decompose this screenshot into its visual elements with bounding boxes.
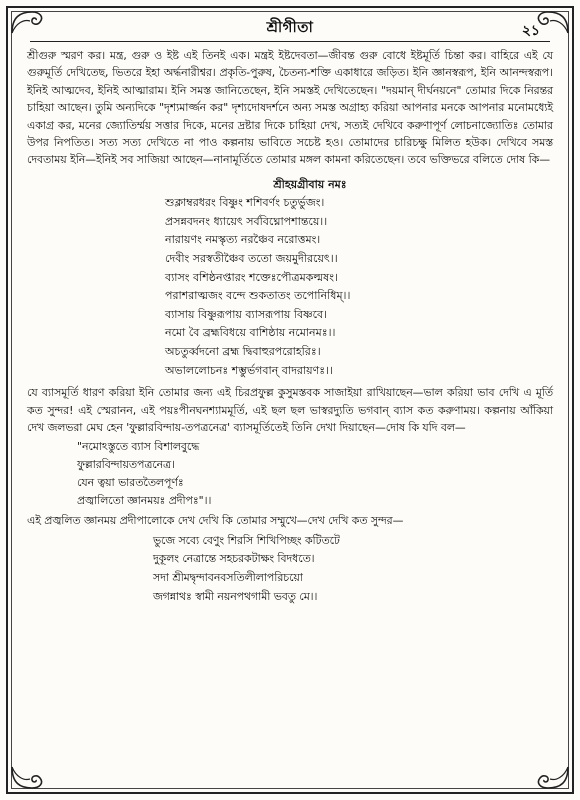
closing-verse-line: সদা শ্রীমদ্বৃন্দাবনবসতিলীলাপরিচয়ো bbox=[153, 571, 303, 584]
paragraph-vyasa: যে ব্যাসমূর্তি ধারণ করিয়া ইনি তোমার জন্য এই চিরপ্রফুল্ল কুসুমস্তবক সাজাইয়া রাখিয়াছেন—ভাল করিয়া ভাব দেখি এ মূর্তি কত সুন্দর! এই স্মেরানন, এই পয়ঃপীনঘনশ্যামমূর্তি, এই ছল ছল ভাস্বরদ্যুতি ভগবান্ ব্যাস কত করুণাময়। কল্পনায় আঁকিয়া দেখ জলভরা মেঘ হেন 'ফুল্লারবিন্দায়-তপত্রনেত্র' ব্যাসমূর্তিতেই তিনি দেখা দিয়াছেন—দোষ কি যদি বল— bbox=[27, 386, 553, 434]
closing-verse-line: ভুজে সব্যে বেণুং শিরসি শিখিপিচ্ছং কটিতটে bbox=[153, 533, 340, 547]
page-body bbox=[27, 47, 553, 606]
quote-block bbox=[77, 438, 553, 510]
page-number: ২১ bbox=[521, 23, 540, 39]
header-divider bbox=[30, 41, 550, 42]
verse-line: ব্যাসায় বিষ্ণুরূপায় ব্যাসরূপায় বিষ্ণবে। bbox=[165, 307, 328, 321]
verse-line: দেবীং সরস্বতীঞ্চৈব ততো জয়মুদীরয়েৎ।। bbox=[165, 252, 338, 266]
quote-line: প্রজ্বালিতো জ্ঞানময়ঃ প্রদীপঃ"।। bbox=[77, 494, 212, 508]
corner-ornament-icon bbox=[10, 765, 50, 791]
paragraph-intro: শ্রীগুরু স্মরণ কর। মন্ত্র, গুরু ও ইষ্ট এই তিনই এক। মন্ত্রই ইষ্টদেবতা—জীবন্ত গুরু বোধে ইষ্টমূর্তি চিন্তা কর। বাহিরে এই যে গুরুমূর্তি দেখিতেছ, ভিতরে ইহা অর্দ্ধনারীশ্বর। প্রকৃতি-পুরুষ, চৈতন্য-শক্তি একাধারে জড়িত। ইনি জ্ঞানস্বরূপ, ইনি আনন্দস্বরূপ। ইনিই আত্মদেব, ইনিই আত্মারাম। ইনি সমস্ত জানিতেছেন, ইনি সমস্তই দেখিতেছেন। "দয়মান্ দীর্ঘনয়নে" তোমার দিকে নিরন্তর চাহিয়া আছেন। তুমি অন্যদিকে "দৃশ্যমার্জ্জন কর" দৃশ্যদোষদর্শনে অন্য সমস্ত অগ্রাহ্য করিয়া আপনার মনকে আপনার মনোমধ্যেই একাগ্র কর, মনের জ্যোতির্ম্ময় সত্তার দিকে, মনের দ্রষ্টার দিকে চাহিয়া দেখ, সত্যই দেখিবে করুণাপূর্ণ লোচনাজ্যোতিঃ তোমার উপর নিপতিত। সত্য সত্য দেখিতে না পাও কল্পনায় ভাবিতে সচেষ্ট হও। তোমাদের চারিচক্ষু মিলিত হউক। দেখিবে সমস্ত দেবতাময় ইনি—ইনিই সব সাজিয়া আছেন—নানামূর্তিতে তোমার মঙ্গল কামনা করিতেছেন। তবে ভক্তিভরে বলিতে দোষ কি— bbox=[27, 49, 553, 167]
verse-block bbox=[165, 194, 553, 380]
verse-line: অভাললোচনঃ শম্ভুর্ভগবান্ বাদরায়ণঃ।। bbox=[165, 363, 333, 377]
page-title: শ্রীগীতা bbox=[266, 17, 314, 36]
verse-line: পরাশরাত্মজং বন্দে শুকতাতং তপোনিধিম্।। bbox=[165, 289, 351, 303]
closing-verse-line: জগন্নাথঃ স্বামী নয়নপথগামী ভবতু মে।। bbox=[153, 589, 318, 603]
verse-line: শুক্লাম্বরধরং বিষ্ণুং শশিবর্ণং চতুর্ভুজং। bbox=[165, 196, 325, 210]
closing-verse-block bbox=[153, 532, 553, 606]
quote-line: "নমোঽস্তুতে ব্যাস বিশালবুদ্ধে bbox=[77, 440, 200, 454]
corner-ornament-icon bbox=[530, 765, 570, 791]
verse-line: প্রসন্নবদনং ধ্যায়েৎ সর্ববিঘ্নোপশান্তয়ে।। bbox=[165, 214, 328, 228]
verse-line: নারায়ণং নমস্কৃত্য নরঞ্চৈব নরোত্তমং। bbox=[165, 233, 321, 247]
quote-line: যেন ত্বয়া ভারততৈলপূর্ণঃ bbox=[77, 476, 184, 490]
verse-heading: শ্রীহয়গ্রীবায় নমঃ bbox=[273, 177, 347, 191]
closing-verse-line: দুকূলং নেত্রান্তে সহচরকটাক্ষং বিদধতে। bbox=[153, 552, 315, 566]
verse-line: ব্যাসং বশিষ্ঠনপ্তারং শক্তেঃপৌত্রমকল্মষং। bbox=[165, 270, 338, 284]
verse-line: নমো বৈ ব্রহ্মবিধয়ে বাশিষ্ঠায় নমোনমঃ।। bbox=[165, 326, 336, 340]
paragraph-lamp: এই প্রজ্বলিত জ্ঞানময় প্রদীপালোকে দেখ দেখি কি তোমার সম্মুখে—দেখ দেখি কত সুন্দর— bbox=[27, 514, 404, 528]
quote-line: ফুল্লারবিন্দায়তপত্রনেত্র। bbox=[77, 458, 175, 472]
verse-line: অচতুর্ব্বদনো ব্রহ্ম দ্বিবাহুরপরোহরিঃ। bbox=[165, 345, 321, 358]
page-header bbox=[30, 15, 550, 41]
